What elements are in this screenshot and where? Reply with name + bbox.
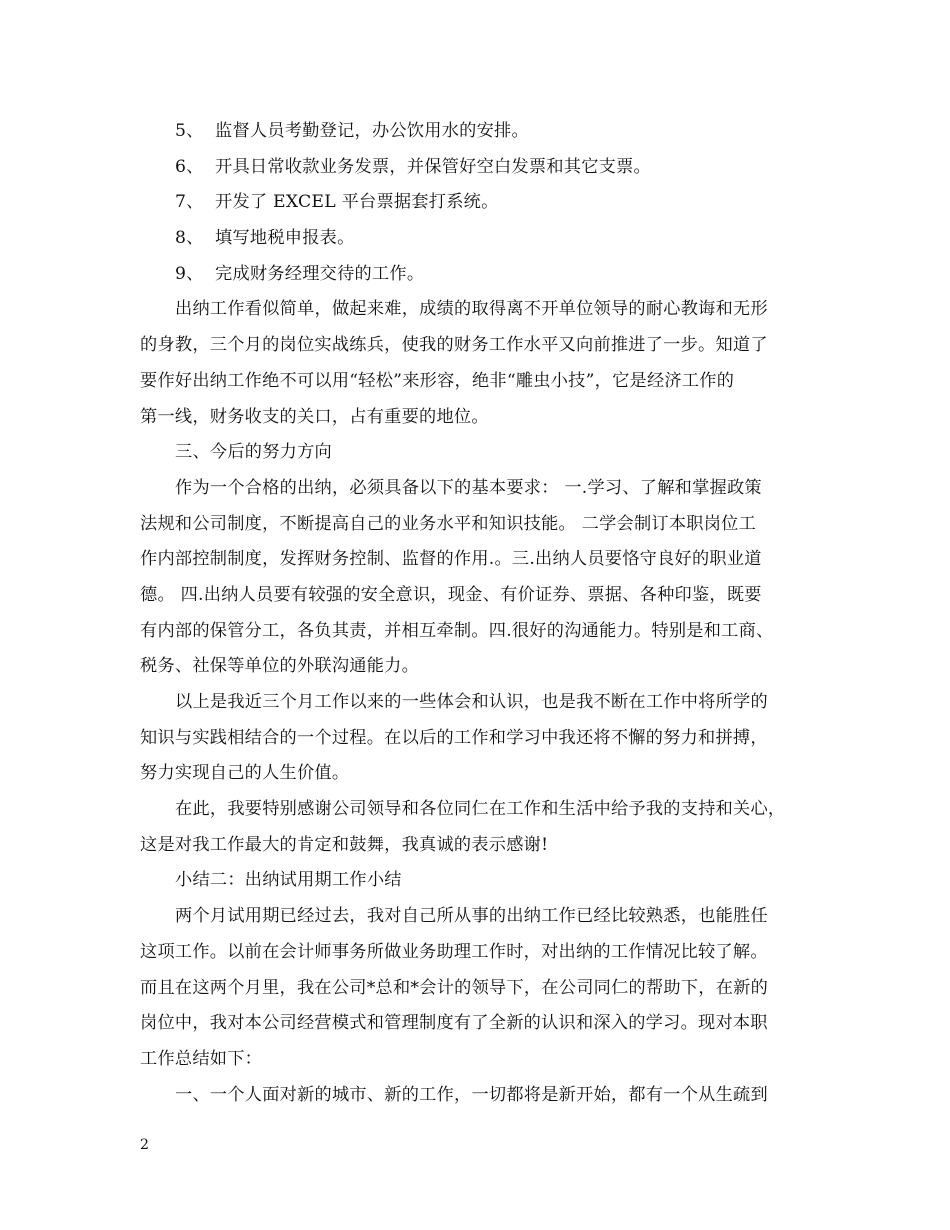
paragraph-line: 这是对我工作最大的肯定和鼓舞，我真诚的表示感谢!: [140, 834, 549, 855]
list-item: [140, 257, 830, 293]
list-number: 6、: [175, 156, 204, 177]
paragraph-line: 第一线，财务收支的关口，占有重要的地位。: [140, 406, 489, 427]
paragraph-line: 作为一个合格的出纳，必须具备以下的基本要求： 一.学习、了解和掌握政策: [175, 477, 762, 498]
paragraph-line: 在此，我要特别感谢公司领导和各位同仁在工作和生活中给予我的支持和关心，: [175, 799, 786, 820]
paragraph-line: 岗位中，我对本公司经营模式和管理制度有了全新的认识和深入的学习。现对本职: [140, 1013, 768, 1034]
paragraph-line: 的身教，三个月的岗位实战练兵，使我的财务工作水平又向前推进了一步。知道了: [140, 335, 768, 356]
page-number: 2: [140, 1137, 149, 1153]
paragraph-line: 工作总结如下：: [140, 1048, 263, 1069]
paragraph-line: 而且在这两个月里，我在公司*总和*会计的领导下，在公司同仁的帮助下，在新的: [140, 977, 769, 998]
list-text: 监督人员考勤登记，办公饮用水的安排。: [215, 121, 529, 141]
paragraph-line: 出纳工作看似简单，做起来难，成绩的取得离不开单位领导的耐心教诲和无形: [175, 299, 768, 320]
list-item: [140, 221, 830, 257]
list-number: 9、: [175, 263, 204, 284]
paragraph-line: 努力实现自己的人生价值。: [140, 763, 350, 784]
paragraph-line: 两个月试用期已经过去，我对自己所从事的出纳工作已经比较熟悉，也能胜任: [175, 906, 768, 927]
paragraph-line: 知识与实践相结合的一个过程。在以后的工作和学习中我还将不懈的努力和拼搏，: [140, 727, 768, 748]
list-number: 8、: [175, 228, 204, 249]
list-text: 开发了 EXCEL 平台票据套打系统。: [215, 192, 499, 213]
paragraph-line: 作内部控制制度，发挥财务控制、监督的作用.。三.出纳人员要恪守良好的职业道: [140, 549, 762, 570]
paragraph-line: 税务、社保等单位的外联沟通能力。: [140, 656, 420, 677]
list-item: [140, 150, 830, 186]
paragraph-line: 法规和公司制度，不断提高自己的业务水平和知识技能。 二学会制订本职岗位工: [140, 513, 757, 534]
section-heading: 三、今后的努力方向: [175, 442, 332, 463]
paragraph-line: 这项工作。以前在会计师事务所做业务助理工作时，对出纳的工作情况比较了解。: [140, 941, 768, 962]
paragraph-line: 要作好出纳工作绝不可以用“轻松”来形容，绝非“雕虫小技”，它是经济工作的: [140, 370, 735, 391]
page-body: [140, 114, 830, 1113]
paragraph-line: 德。 四.出纳人员要有较强的安全意识，现金、有价证券、票据、各种印鉴，既要: [140, 584, 762, 605]
list-item: [140, 114, 830, 150]
section-heading: 小结二：出纳试用期工作小结: [175, 870, 402, 891]
list-number: 5、: [175, 121, 204, 141]
list-item: [140, 185, 830, 221]
list-text: 填写地税申报表。: [215, 228, 355, 249]
list-text: 完成财务经理交待的工作。: [215, 263, 425, 284]
list-number: 7、: [175, 192, 204, 213]
paragraph-line: 以上是我近三个月工作以来的一些体会和认识，也是我不断在工作中将所学的: [175, 692, 768, 712]
list-text: 开具日常收款业务发票，并保管好空白发票和其它支票。: [215, 156, 651, 177]
paragraph-line: 有内部的保管分工，各负其责，并相互牵制。四.很好的沟通能力。特别是和工商、: [140, 620, 774, 641]
paragraph-line: 一、一个人面对新的城市、新的工作，一切都将是新开始，都有一个从生疏到: [175, 1084, 768, 1105]
